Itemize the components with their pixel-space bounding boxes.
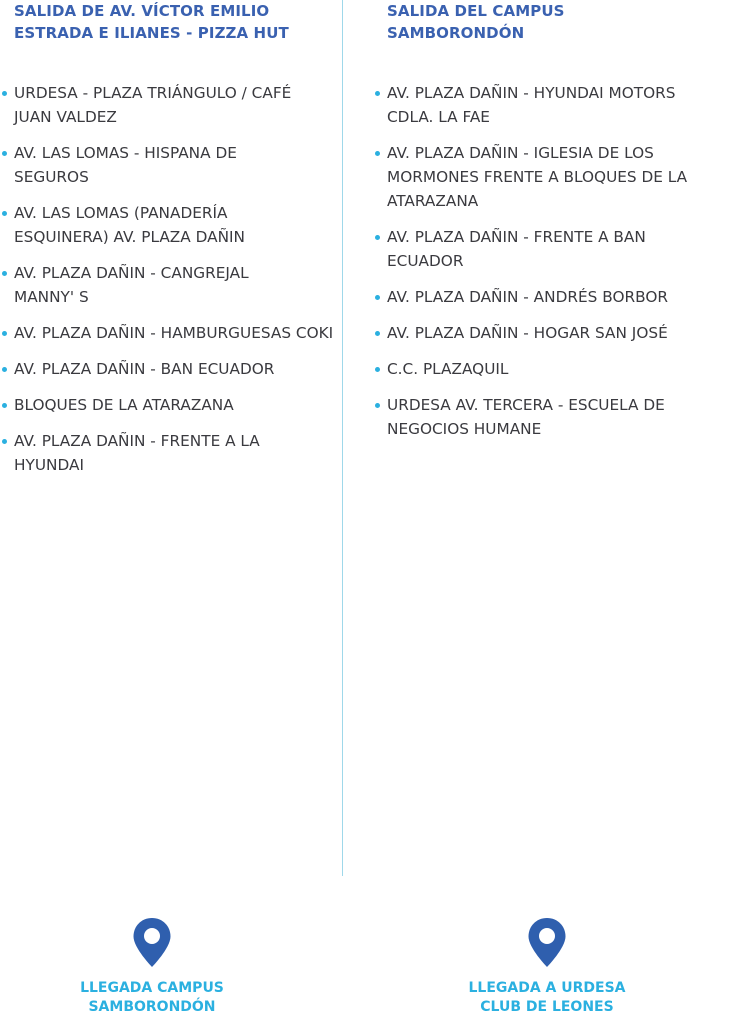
arrival-campus-line2: SAMBORONDÓN xyxy=(88,999,216,1015)
list-item xyxy=(14,357,336,381)
list-item xyxy=(14,141,279,189)
arrival-urdesa-line2: CLUB DE LEONES xyxy=(480,999,614,1015)
bullet-icon xyxy=(375,91,380,96)
list-item xyxy=(387,321,721,345)
left-heading-line2: ESTRADA E ILIANES - PIZZA HUT xyxy=(14,24,289,42)
stop-label: AV. PLAZA DAÑIN - FRENTE A BAN ECUADOR xyxy=(387,228,646,270)
list-item xyxy=(14,81,332,129)
stop-label: AV. LAS LOMAS (PANADERÍA ESQUINERA) AV. PLAZA DAÑIN xyxy=(14,204,245,246)
arrival-urdesa xyxy=(427,917,667,1017)
bullet-icon xyxy=(375,295,380,300)
list-item xyxy=(14,261,304,309)
stop-label: AV. PLAZA DAÑIN - FRENTE A LA HYUNDAI xyxy=(14,432,260,474)
stop-label: AV. PLAZA DAÑIN - HAMBURGUESAS COKI xyxy=(14,324,334,342)
column-divider xyxy=(342,0,343,876)
list-item xyxy=(387,285,721,309)
map-pin-icon xyxy=(132,917,172,969)
bullet-icon xyxy=(2,439,7,444)
list-item xyxy=(387,81,717,129)
left-route-heading xyxy=(14,0,336,44)
arrival-campus-line1: LLEGADA CAMPUS xyxy=(80,980,224,996)
stop-label: AV. PLAZA DAÑIN - BAN ECUADOR xyxy=(14,360,275,378)
bullet-icon xyxy=(375,235,380,240)
bullet-icon xyxy=(2,151,7,156)
list-item xyxy=(14,393,336,417)
arrival-campus-label xyxy=(32,979,272,1017)
right-heading-line1: SALIDA DEL CAMPUS xyxy=(387,2,565,20)
arrival-urdesa-line1: LLEGADA A URDESA xyxy=(468,980,626,996)
list-item xyxy=(387,141,721,213)
list-item xyxy=(14,201,282,249)
bullet-icon xyxy=(375,403,380,408)
list-item xyxy=(387,393,707,441)
left-heading-line1: SALIDA DE AV. VÍCTOR EMILIO xyxy=(14,2,270,20)
right-stop-list xyxy=(387,81,721,453)
right-route-column xyxy=(387,0,721,438)
stop-label: BLOQUES DE LA ATARAZANA xyxy=(14,396,234,414)
stop-label: AV. PLAZA DAÑIN - ANDRÉS BORBOR xyxy=(387,288,669,306)
left-stop-list xyxy=(14,81,336,489)
arrival-urdesa-label xyxy=(427,979,667,1017)
bullet-icon xyxy=(2,367,7,372)
bullet-icon xyxy=(375,151,380,156)
right-heading-line2: SAMBORONDÓN xyxy=(387,24,525,42)
stop-label: AV. PLAZA DAÑIN - HOGAR SAN JOSÉ xyxy=(387,324,668,342)
left-route-column xyxy=(14,0,336,474)
list-item xyxy=(14,429,314,477)
stop-label: URDESA AV. TERCERA - ESCUELA DE NEGOCIOS HUMANE xyxy=(387,396,665,438)
stop-label: AV. PLAZA DAÑIN - HYUNDAI MOTORS CDLA. LA FAE xyxy=(387,84,676,126)
stop-label: AV. PLAZA DAÑIN - IGLESIA DE LOS MORMONES FRENTE A BLOQUES DE LA ATARAZANA xyxy=(387,144,688,210)
bullet-icon xyxy=(2,403,7,408)
arrival-campus xyxy=(32,917,272,1017)
right-route-heading xyxy=(387,0,721,44)
list-item xyxy=(387,225,687,273)
bullet-icon xyxy=(2,331,7,336)
list-item xyxy=(387,357,721,381)
bullet-icon xyxy=(375,331,380,336)
bullet-icon xyxy=(2,271,7,276)
list-item xyxy=(14,321,336,345)
stop-label: AV. LAS LOMAS - HISPANA DE SEGUROS xyxy=(14,144,237,186)
bullet-icon xyxy=(2,91,7,96)
stop-label: URDESA - PLAZA TRIÁNGULO / CAFÉ JUAN VALDEZ xyxy=(14,84,292,126)
stop-label: AV. PLAZA DAÑIN - CANGREJAL MANNY' S xyxy=(14,264,249,306)
map-pin-icon xyxy=(527,917,567,969)
stop-label: C.C. PLAZAQUIL xyxy=(387,360,509,378)
bullet-icon xyxy=(375,367,380,372)
bullet-icon xyxy=(2,211,7,216)
